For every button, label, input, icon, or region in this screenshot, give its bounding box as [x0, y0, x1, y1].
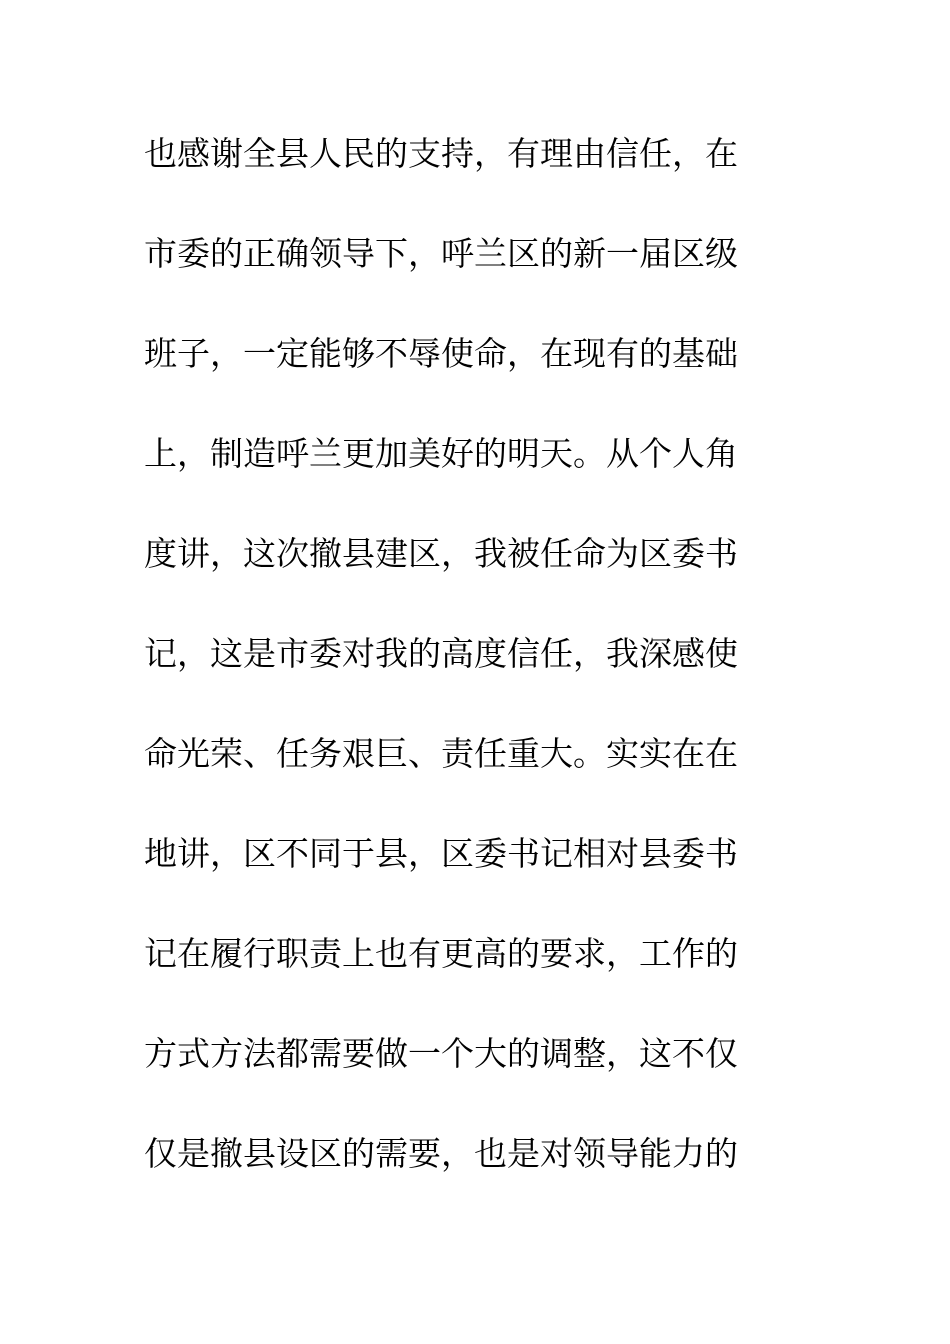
paragraph-line-2: 市委的正确领导下，呼兰区的新一届区级: [144, 234, 738, 273]
paragraph-line-7: 命光荣、任务艰巨、责任重大。实实在在: [144, 734, 738, 773]
paragraph-line-9: 记在履行职责上也有更高的要求，工作的: [144, 934, 738, 973]
paragraph-line-11: 仅是撤县设区的需要，也是对领导能力的: [144, 1134, 738, 1173]
paragraph-line-4: 上，制造呼兰更加美好的明天。从个人角: [144, 434, 738, 473]
paragraph-line-1: 也感谢全县人民的支持，有理由信任，在: [144, 134, 738, 173]
paragraph-line-10: 方式方法都需要做一个大的调整，这不仅: [144, 1034, 738, 1073]
paragraph-line-8: 地讲，区不同于县，区委书记相对县委书: [144, 834, 738, 873]
paragraph-line-5: 度讲，这次撤县建区，我被任命为区委书: [144, 534, 738, 573]
paragraph-line-3: 班子，一定能够不辱使命，在现有的基础: [144, 334, 738, 373]
paragraph-line-6: 记，这是市委对我的高度信任，我深感使: [144, 634, 738, 673]
